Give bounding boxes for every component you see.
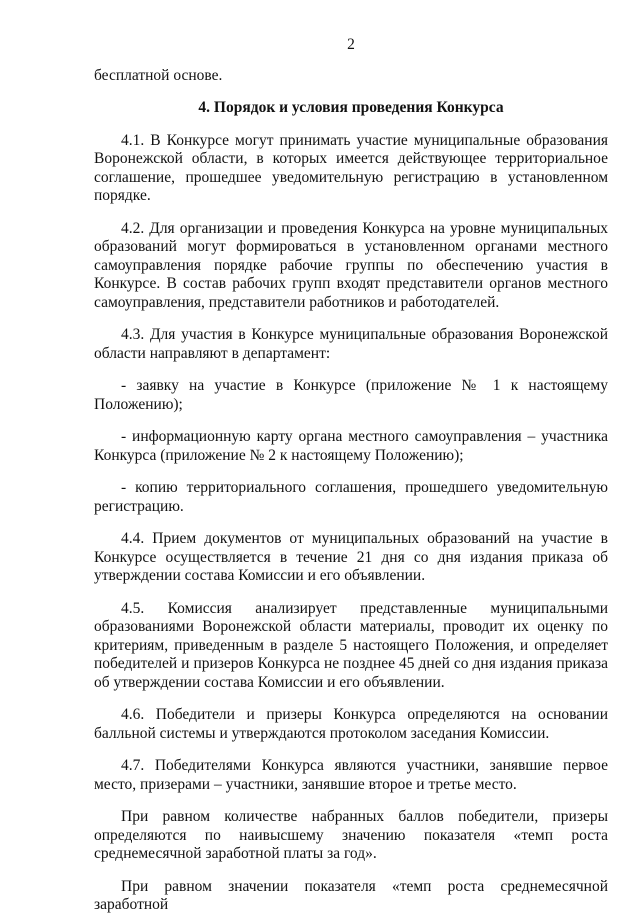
paragraph-4-7: 4.7. Победителями Конкурса являются участники, занявшие первое место, призерами – участники, занявшие второе и третье место. <box>94 757 608 793</box>
list-item-application: - заявку на участие в Конкурсе (приложение № 1 к настоящему Положению); <box>94 377 608 413</box>
paragraph-equal-points: При равном количестве набранных баллов победители, призеры определяются по наивысшему значению показателя «темп роста среднемесячной заработной платы за год». <box>94 808 608 862</box>
section-title: 4. Порядок и условия проведения Конкурса <box>198 99 504 116</box>
page-number: 2 <box>347 36 355 53</box>
paragraph-4-1: 4.1. В Конкурсе могут принимать участие муниципальные образования Воронежской области, в которых имеется действующее территориальное соглашение, прошедшее уведомительную регистрацию в установленном порядке. <box>94 131 608 204</box>
paragraph-4-5: 4.5. Комиссия анализирует представленные муниципальными образованиями Воронежской области материалы, проводит их оценку по критериям, приведенным в разделе 5 настоящего Положения, и определяет победителей и призеров Конкурса не позднее 45 дней со дня издания приказа об утверждении состава Комиссии и его объявлении. <box>94 599 608 691</box>
paragraph-4-6: 4.6. Победители и призеры Конкурса определяются на основании балльной системы и утверждаются протоколом заседания Комиссии. <box>94 706 608 742</box>
list-item-agreement-copy: - копию территориального соглашения, прошедшего уведомительную регистрацию. <box>94 479 608 515</box>
paragraph-4-2: 4.2. Для организации и проведения Конкурса на уровне муниципальных образований могут формироваться в установленном органами местного самоуправления порядке рабочие группы по обеспечению участия в Конкурсе. В состав рабочих групп входят представители органов местного самоуправления, представители работников и работодателей. <box>94 219 608 311</box>
continuation-text: бесплатной основе. <box>94 66 223 84</box>
paragraph-equal-indicator: При равном значении показателя «темп роста среднемесячной заработной <box>94 877 608 913</box>
paragraph-4-4: 4.4. Прием документов от муниципальных образований на участие в Конкурсе осуществляется в течение 21 дня со дня издания приказа об утверждении состава Комиссии и его объявлении. <box>94 530 608 584</box>
paragraph-4-3: 4.3. Для участия в Конкурсе муниципальные образования Воронежской области направляют в департамент: <box>94 326 608 362</box>
list-item-info-card: - информационную карту органа местного самоуправления – участника Конкурса (приложение № 2 к настоящему Положению); <box>94 428 608 464</box>
